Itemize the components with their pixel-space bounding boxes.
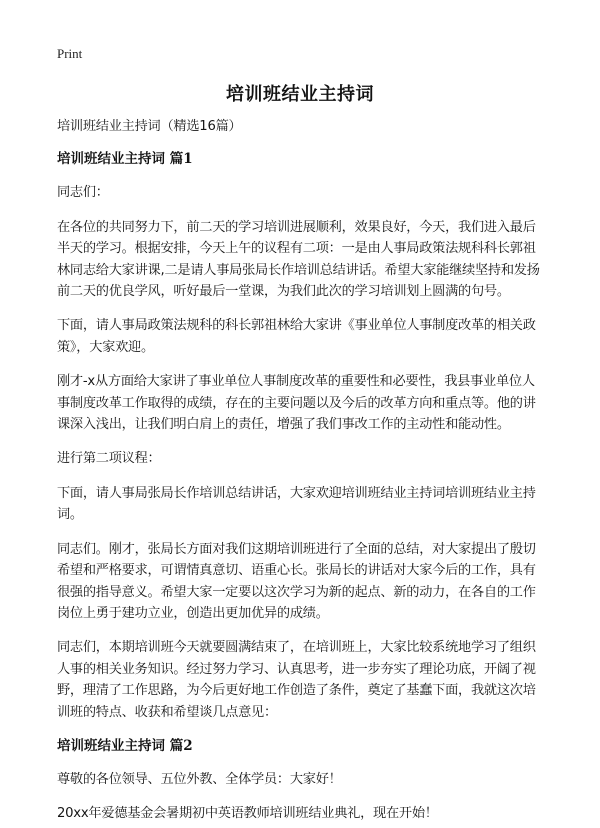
print-link[interactable]: Print [57,46,83,61]
document-body [57,116,545,825]
paragraph: 下面，请人事局政策法规科的科长郭祖林给大家讲《事业单位人事制度改革的相关政策》，大家欢迎。 [57,318,536,355]
paragraph: 进行第二项议程： [57,451,161,467]
document-title: 培训班结业主持词 [226,84,374,105]
paragraph: 刚才-x从方面给大家讲了事业单位人事制度改革的重要性和必要性，我县事业单位人事制度改革工作取得的成绩，存在的主要问题以及今后的改革方向和重点等。他的讲课深入浅出，让我们明白肩上的责任，增强了我们事改工作的主动性和能动性。 [57,374,536,433]
paragraph: 在各位的共同努力下，前二天的学习培训进展顺利，效果良好，今天，我们进入最后半天的学习。根据安排，今天上午的议程有二项：一是由人事局政策法规科科长郭祖林同志给大家讲课,二是请人事局张局长作培训总结讲话。希望大家能继续坚持和发扬前二天的优良学风，听好最后一堂课，为我们此次的学习培训划上圆满的句号。 [57,219,540,300]
section-heading-1: 培训班结业主持词 篇1 [57,151,193,168]
paragraph-greeting: 尊敬的各位领导、五位外教、全体学员：大家好！ [57,771,342,787]
section-heading-2: 培训班结业主持词 篇2 [57,737,193,754]
intro-line: 培训班结业主持词（精选16篇） [57,119,242,134]
paragraph: 同志们，本期培训班今天就要圆满结束了，在培训班上，大家比较系统地学习了组织人事的相关业务知识。经过努力学习、认真思考，进一步夯实了理论功底，开阔了视野，理清了工作思路，为今后更好地工作创造了条件，奠定了基蠢下面，我就这次培训班的特点、收获和希望谈几点意见： [57,640,536,720]
paragraph: 同志们。刚才，张局长方面对我们这期培训班进行了全面的总结，对大家提出了殷切希望和严格要求，可谓情真意切、语重心长。张局长的讲话对大家今后的工作，具有很强的指导意义。希望大家一定要以这次学习为新的起点、新的动力，在各自的工作岗位上勇于建功立业，创造出更加优异的成绩。 [57,541,536,621]
paragraph: 20xx年爱德基金会暑期初中英语教师培训班结业典礼，现在开始！ [57,806,438,822]
paragraph: 下面，请人事局张局长作培训总结讲话，大家欢迎培训班结业主持词培训班结业主持词。 [57,485,536,523]
paragraph-greeting: 同志们： [57,185,109,201]
